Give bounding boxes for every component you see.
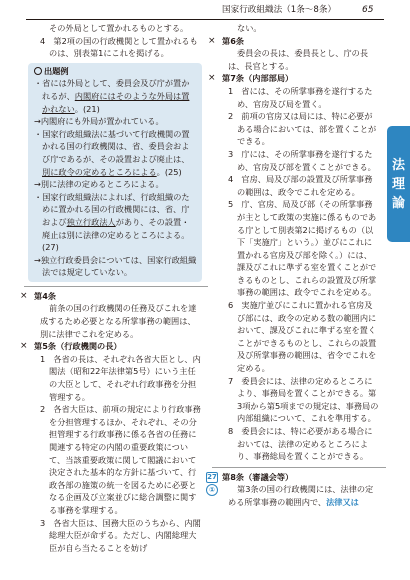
left-column <box>20 22 202 554</box>
article-heading: × 第7条（内部部局） <box>208 73 294 84</box>
divider <box>212 467 386 468</box>
right-column <box>207 22 380 509</box>
divider <box>24 286 208 287</box>
article-paragraph: 6 実施庁並びにこれに置かれる官房及び部には、政令の定める数の範囲内において、課及びこれに準ずる室を置くことができるものとし、これらの設置及び所掌事務の範囲は、省令でこれを定める。 <box>228 300 377 374</box>
article-paragraph: 1 各省の長は、それぞれ各省大臣とし、内閣法（昭和22年法律第5号）にいう主任の大臣として、それぞれ行政事務を分担管理する。 <box>40 353 201 402</box>
circle-icon <box>34 67 42 75</box>
exam-answer: →内閣府にも外局が置かれている。 <box>34 116 164 127</box>
exam-year-badge: 27 ① <box>207 472 217 494</box>
exam-answer: →別に法律の定めるところによる。 <box>34 179 164 190</box>
article-body: 前条の国の行政機関の任務及びこれを達成するため必要となる所掌事務の範囲は、別に法律でこれを定める。 <box>40 303 197 339</box>
page-number: 65 <box>362 5 374 15</box>
exam-question: ・国家行政組織法に基づいて行政機関の置かれる国の行政機関は、省、委員会および庁であるが、その設置および廃止は、別に政令の定めるところによる。(25) <box>34 128 190 177</box>
header-rule <box>26 19 384 20</box>
article-paragraph: 1 省には、その所掌事務を遂行するため、官房及び局を置く。 <box>228 85 373 109</box>
cross-mark: × <box>20 341 28 352</box>
running-head: 国家行政組織法（1条～8条） <box>222 5 337 15</box>
section-tab-label: 法理論 <box>391 157 405 211</box>
article-heading: × 第6条 <box>208 35 245 46</box>
article-paragraph: 2 各省大臣は、前項の規定により行政事務を分担管理するほか、それぞれ、その分担管理する行政事務に係る各省の任務に関連する特定の内閣の重要政策について、当該重要政策に関して閣議において決定された基本的な方針に基づいて、行政各部の施策の統一を図るために必要となる企画及び立案並びに総合調整に関する事務を掌理する。 <box>40 404 201 515</box>
exam-question: ・国家行政組織法によれば、行政組織のために置かれる国の行政機関には、省、庁および独立行政法人があり、その設置・廃止は別に法律の定めるところによる。(27) <box>34 191 190 253</box>
exam-example-box <box>28 63 202 282</box>
article-paragraph: 4 官房、局及び部の設置及び所掌事務の範囲は、政令でこれを定める。 <box>228 174 373 197</box>
exam-answer: →独立行政委員会については、国家行政組織法では規定していない。 <box>34 254 197 278</box>
exam-example-title: 出題例 <box>34 65 197 78</box>
exam-question: ・省には外局として、委員会及び庁が置かれるが、内閣府にはそのような外局は置かれない。(21) <box>34 78 190 114</box>
article-heading: × 第5条（行政機関の長） <box>20 341 122 352</box>
section-tab[interactable] <box>387 126 410 242</box>
article-body: 第3条の国の行政機関には、法律の定める所掌事務の範囲内で、法律又は <box>228 484 374 507</box>
highlighted-text: 法律又は <box>326 496 359 507</box>
article-paragraph: 8 委員会には、特に必要がある場合においては、法律の定めるところにより、事務総局を置くことができる。 <box>228 426 373 462</box>
article-heading: × 第4条 <box>20 290 57 301</box>
article-paragraph: 2 前項の官房又は局には、特に必要がある場合においては、部を置くことができる。 <box>228 111 377 147</box>
article-paragraph: 7 委員会には、法律の定めるところにより、事務局を置くことができる。第3項から第5項までの規定は、事務局の内部組織について、これを準用する。 <box>228 375 379 424</box>
paragraph: ない。 <box>237 23 262 33</box>
paragraph: その外局として置かれるものとする。 <box>49 23 189 33</box>
cross-mark: × <box>208 73 216 84</box>
cross-mark: × <box>208 35 216 46</box>
article-paragraph: 5 庁、官房、局及び部（その所掌事務が主として政策の実施に係るものである庁として別表第2に掲げるもの（以下「実施庁」という。）並びにこれに置かれる官房及び部を除く。）には、課及びこれに準ずる室を置くことができるものとし、これらの設置及び所掌事務の範囲は、政令でこれを定める。 <box>228 199 377 298</box>
article-heading: 27 ① 第8条（審議会等） <box>207 471 294 494</box>
cross-mark: × <box>20 290 28 301</box>
article-body: 委員会の長は、委員長とし、庁の長は、長官とする。 <box>228 48 369 71</box>
article-paragraph: 3 各省大臣は、国務大臣のうちから、内閣総理大臣が命ずる。ただし、内閣総理大臣が自ら当たることを妨げ <box>40 517 201 553</box>
article-paragraph: 3 庁には、その所掌事務を遂行するため、官房及び部を置くことができる。 <box>228 148 376 172</box>
paragraph: 4 第2項の国の行政機関として置かれるものは、別表第1にこれを掲げる。 <box>40 35 198 59</box>
